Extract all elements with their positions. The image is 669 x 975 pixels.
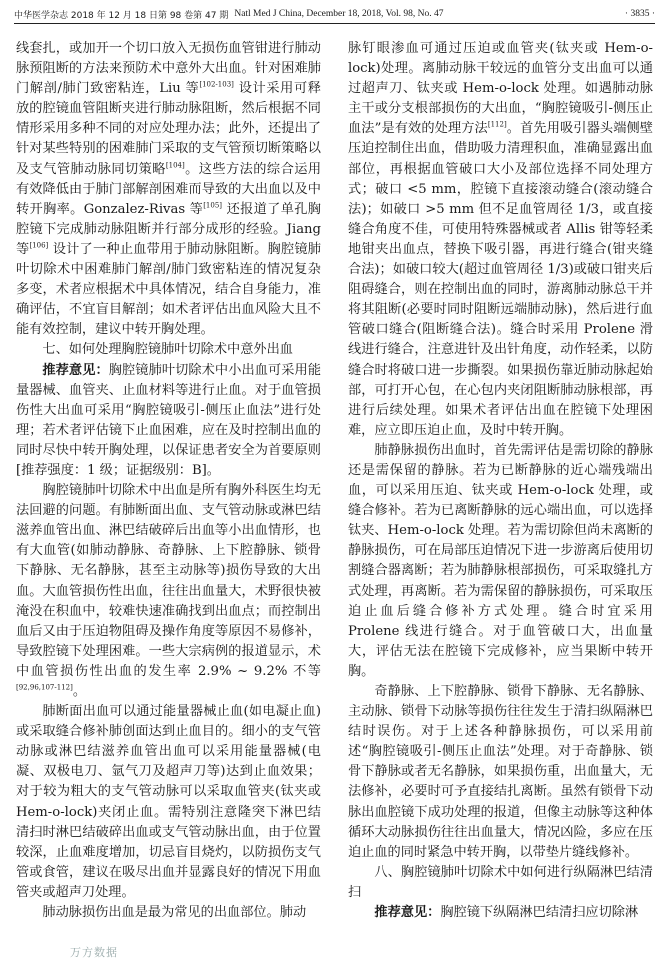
paragraph: 肺动脉损伤出血是最为常见的出血部位。肺动 (42, 905, 307, 921)
citation[interactable]: [102-103] (199, 80, 234, 89)
recommendation (16, 361, 321, 482)
page-number: · 3835 · (624, 9, 655, 19)
citation[interactable]: [105] (203, 201, 223, 210)
watermark: 万方数据 (70, 946, 118, 959)
recommendation (348, 903, 653, 923)
recommendation-label: 推荐意见： (42, 362, 109, 378)
citation[interactable]: [106] (29, 241, 49, 250)
paragraph: 脉钉眼渗血可通过压迫或血管夹(钛夹或 Hem-o-lock)处理。离肺动脉干较远的血管分支出血可以通过超声刀、钛夹或 Hem-o-lock 处理。如遇肺动脉主干或分支根部损伤的大出血，“胸腔镜吸引-侧压止血法”是有效的处理方法[112]。首先用吸引器头端侧壁压迫控制住出血，借助吸力清理积血，准确显露出血部位，再根据血管破口大小及部位选择不同处理方式；破口 <5 mm，腔镜下直接滚动缝合(滚动缝合法)；如破口 >5 mm 但不足血管周径 1/3，或直接缝合角度不佳，可使用特殊器械或者 Allis 钳等轻柔地钳夹出血点，替换下吸引器，再进行缝合(钳夹缝合法)；如破口较大(超过血管周径 1/3)或破口钳夹后阻碍缝合，则在控制出血的同时，游离肺动脉总干并将其阻断(必要时同时阻断远端肺动脉)，然后进行血管破口缝合(阻断缝合法)。缝合时采用 Prolene 滑线进行缝合，注意进针及出针角度，动作轻柔，以防缝合时将破口进一步撕裂。如果损伤靠近肺动脉起始部，可打开心包，在心包内夹闭阻断肺动脉根部，再进行后续处理。如果术者评估出血在腔镜下处理困难，应立即压迫止血，及时中转开胸。 (348, 41, 653, 438)
paragraph: 肺静脉损伤出血时，首先需评估是需切除的静脉还是需保留的静脉。若为已断静脉的近心端残端出血，可以采用压迫、钛夹或 Hem-o-lock 处理，或缝合修补。若为已离断静脉的远心端出血，可以选择钛夹、Hem-o-lock 处理。若为需切除但尚未离断的静脉损伤，可在局部压迫情况下进一步游离后使用切割缝合器离断；若为肺静脉根部损伤，可采取缝扎方式处理，再离断。若为需保留的静脉损伤，可采取压迫止血后缝合修补方式处理。缝合时宜采用 Prolene 线进行缝合。对于血管破口大，出血量大，评估无法在腔镜下完成修补，应当果断中转开胸。 (348, 442, 653, 679)
citation[interactable]: [92,96,107-112] (16, 683, 73, 692)
recommendation-text: 胸腔镜下纵隔淋巴结清扫应切除淋 (440, 905, 639, 921)
section-heading-8: 八、胸腔镜肺叶切除术中如何进行纵隔淋巴结清扫 (348, 864, 653, 900)
running-header (14, 6, 655, 22)
citation[interactable]: [112] (487, 120, 507, 129)
citation[interactable]: [104] (165, 161, 185, 170)
paragraph: 线套扎，或加开一个切口放入无损伤血管钳进行肺动脉预阻断的方法来预防术中意外大出血。针对困难肺门解剖/肺门致密粘连，Liu 等[102-103] 设计采用可释放的腔镜血管阻断夹进行肺动脉阻断，然后根据不同情形采用多种不同的对应处理办法；此外，还提出了针对某些特别的困难肺门采取的支气管预切断策略以及支气管肺动脉同切策略[104]。这些方法的综合运用有效降低由于肺门部解剖困难而导致的大出血以及中转开胸率。Gonzalez-Rivas 等[105] 还报道了单孔胸腔镜下完成肺动脉阻断并行部分成形的经验。Jiang 等[106] 设计了一种止血带用于肺动脉阻断。胸腔镜肺叶切除术中困难肺门解剖/肺门致密粘连的情况复杂多变，术者应根据术中具体情况，结合自身能力，准确评估，不宜盲目解剖；如术者评估出血风险大且不能有效控制，建议中转开胸处理。 (16, 41, 322, 338)
paragraph: 肺断面出血可以通过能量器械止血(如电凝止血)或采取缝合修补肺创面达到止血目的。细小的支气管动脉或淋巴结滋养血管出血可以采用能量器械(电凝、双极电刀、氩气刀及超声刀等)达到止血效果；对于较为粗大的支气管动脉可以采取血管夹(钛夹或 Hem-o-lock)夹闭止血。需特别注意隆突下淋巴结清扫时淋巴结破碎出血或支气管动脉出血，由于位置较深，止血难度增加，切忌盲目烧灼，以防损伤支气管或食管，建议在吸尽出血并显露良好的情况下用血管夹或超声刀处理。 (16, 704, 321, 900)
journal-title-cn: 中华医学杂志 2018 年 12 月 18 日第 98 卷第 47 期 (14, 10, 229, 21)
recommendation-text: 胸腔镜肺叶切除术中小出血可采用能量器械、血管夹、止血材料等进行止血。对于血管损伤性大出血可采用“胸腔镜吸引-侧压止血法”进行处理；若术者评估镜下止血困难，应在及时控制出血的同时尽快中转开胸处理，以保证患者安全为首要原则[推荐强度：1 级；证据级别：B]。 (16, 362, 322, 478)
right-column (348, 39, 653, 923)
header-rule (14, 23, 655, 24)
journal-title-en: Natl Med J China, December 18, 2018, Vol. 98, No. 47 (234, 9, 444, 19)
left-column (16, 39, 321, 923)
section-heading-7: 七、如何处理胸腔镜肺叶切除术中意外出血 (42, 342, 293, 358)
paragraph: 胸腔镜肺叶切除术中出血是所有胸外科医生均无法回避的问题。有肺断面出血、支气管动脉或淋巴结滋养血管出血、淋巴结破碎后出血等小出血情形，也有大血管(如肺动静脉、奇静脉、上下腔静脉、锁骨下静脉、无名静脉，甚至主动脉等)损伤导致的大出血。大血管损伤性出血，往往出血量大，术野很快被淹没在积血中，较难快速准确找到出血点；而控制出血后又由于压迫物阻碍及操作角度等原因不易修补，导致腔镜下处理困难。一些大宗病例的报道显示，术中血管损伤性出血的发生率 2.9% ~ 9.2% 不等[92,96,107-112]。 (16, 483, 321, 699)
paragraph: 奇静脉、上下腔静脉、锁骨下静脉、无名静脉、主动脉、锁骨下动脉等损伤往往发生于清扫纵隔淋巴结时误伤。对于上述各种静脉损伤，可以采用前述“胸腔镜吸引-侧压止血法”处理。对于奇静脉、锁骨下静脉或者无名静脉，如果损伤重，出血量大，无法修补，必要时可予直接结扎离断。虽然有锁骨下动脉出血腔镜下成功处理的报道，但像主动脉等这种体循环大动脉损伤往往出血量大，情况凶险，多应在压迫止血的同时紧急中转开胸，以带垫片缝线修补。 (348, 684, 653, 860)
recommendation-label: 推荐意见： (374, 905, 441, 921)
